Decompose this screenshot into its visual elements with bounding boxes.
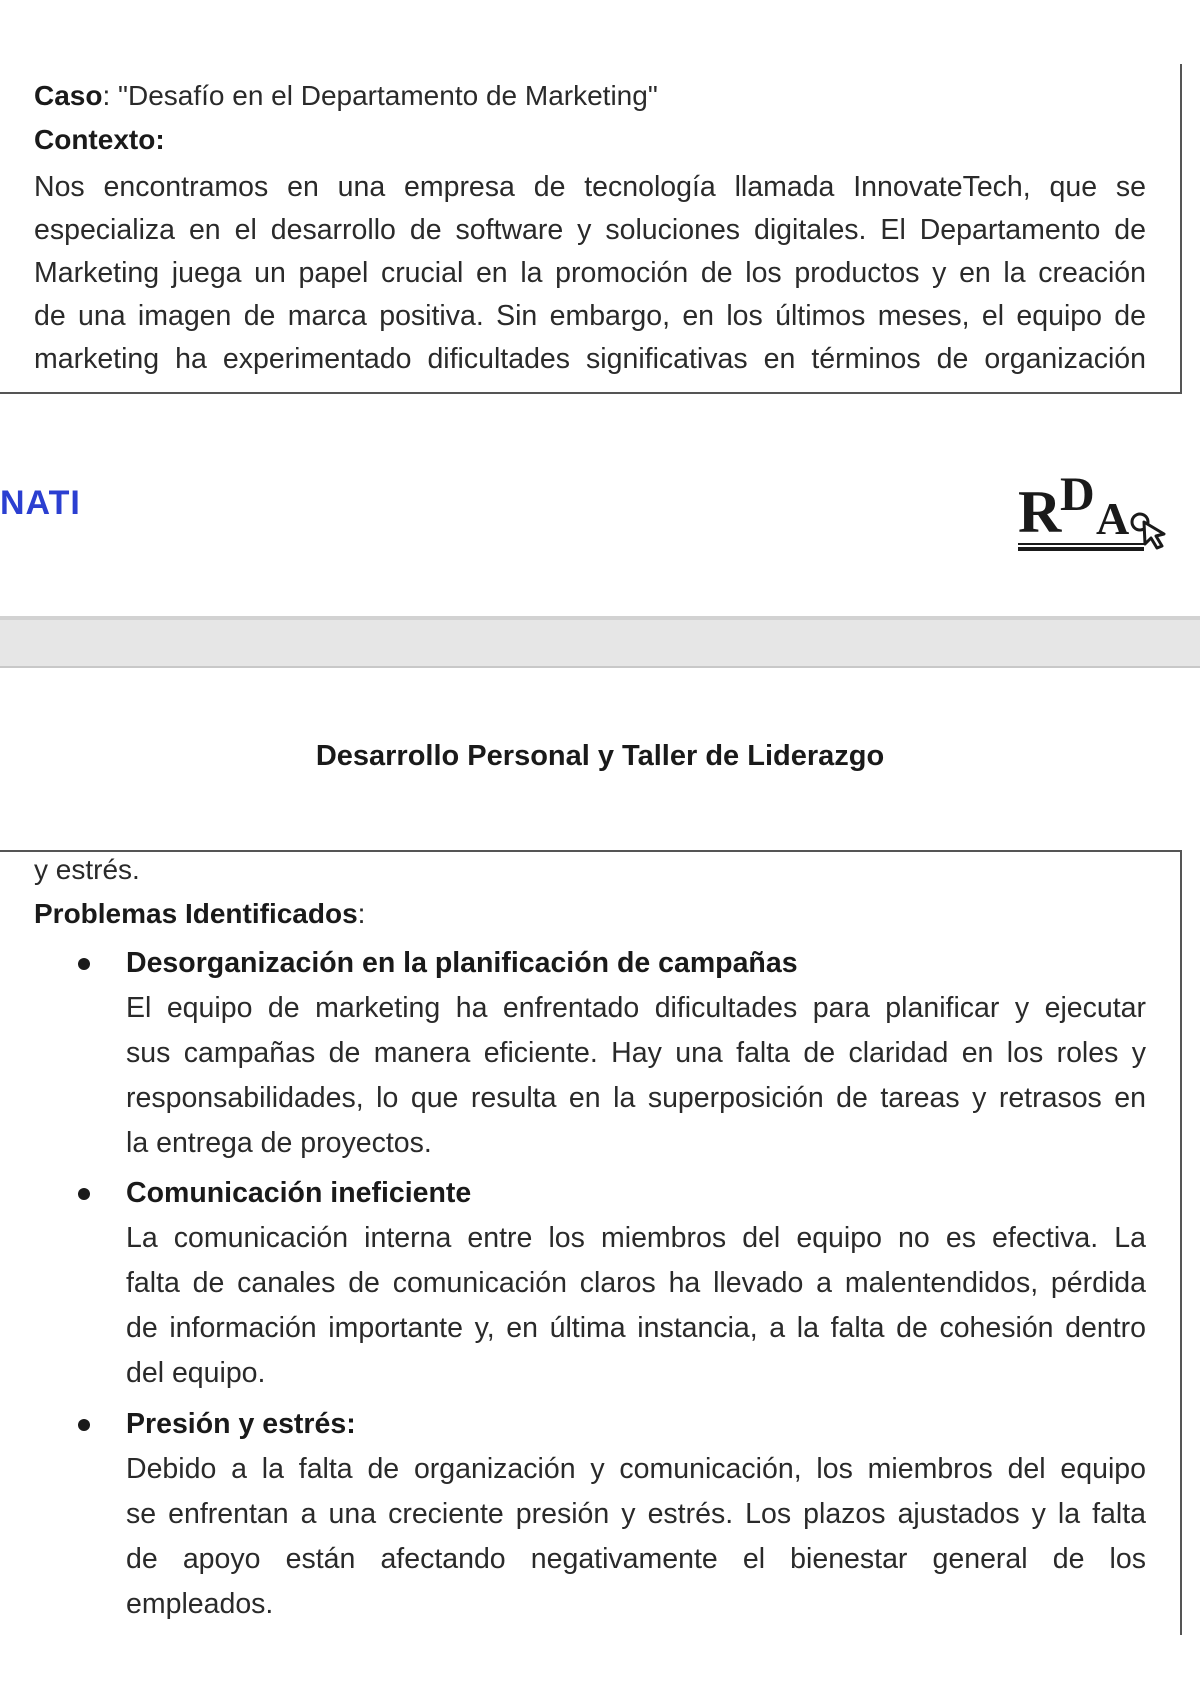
bullet-icon — [78, 1188, 90, 1200]
problem-line: del equipo. — [126, 1357, 266, 1389]
context-label: Contexto: — [34, 124, 165, 155]
course-title: Desarrollo Personal y Taller de Liderazgo — [315, 740, 885, 772]
problem-title: Comunicación ineficiente — [126, 1177, 472, 1209]
problem-line: la entrega de proyectos. — [126, 1127, 432, 1159]
problem-line: falta de canales de comunicación claros ha llevado a malentendidos, pérdida — [126, 1267, 1146, 1299]
problem-line: Debido a la falta de organización y comunicación, los miembros del equipo — [126, 1453, 1146, 1485]
rda-logo — [1012, 466, 1170, 556]
case-label: Caso — [34, 80, 103, 111]
context-line: Nos encontramos en una empresa de tecnología llamada InnovateTech, que se — [34, 171, 1146, 203]
case-title-line — [34, 78, 658, 114]
problem-line: empleados. — [126, 1588, 274, 1620]
svg-text:D: D — [1060, 468, 1095, 521]
problem-title: Desorganización en la planificación de campañas — [126, 947, 798, 979]
institution-brand: NATI — [0, 484, 81, 522]
problem-line: sus campañas de manera eficiente. Hay una falta de claridad en los roles y — [126, 1037, 1146, 1069]
problem-line: responsabilidades, lo que resulta en la superposición de tareas y retrasos en — [126, 1082, 1146, 1114]
continuation-text: y estrés. — [34, 854, 140, 885]
problem-title: Presión y estrés: — [126, 1408, 356, 1440]
problem-line: La comunicación interna entre los miembros del equipo no es efectiva. La — [126, 1222, 1146, 1254]
problems-heading — [34, 896, 365, 932]
problem-line: de información importante y, en última instancia, a la falta de cohesión dentro — [126, 1312, 1146, 1344]
svg-text:A: A — [1096, 493, 1130, 544]
svg-text:R: R — [1018, 479, 1062, 545]
context-line: de una imagen de marca positiva. Sin embargo, en los últimos meses, el equipo de — [34, 300, 1146, 332]
context-line: marketing ha experimentado dificultades significativas en términos de organización — [34, 343, 1146, 375]
problems-colon: : — [357, 898, 366, 929]
problem-line: se enfrentan a una creciente presión y estrés. Los plazos ajustados y la falta — [126, 1498, 1146, 1530]
context-line: especializa en el desarrollo de software y soluciones digitales. El Departamento de — [34, 214, 1146, 246]
problems-label: Problemas Identificados — [34, 898, 358, 929]
problem-line: El equipo de marketing ha enfrentado dificultades para planificar y ejecutar — [126, 992, 1146, 1024]
case-title: : "Desafío en el Departamento de Marketing" — [102, 80, 658, 111]
context-line: Marketing juega un papel crucial en la promoción de los productos y en la creación — [34, 257, 1146, 289]
page-separator-band — [0, 616, 1200, 668]
problem-line: de apoyo están afectando negativamente el bienestar general de los — [126, 1543, 1146, 1575]
bullet-icon — [78, 958, 90, 970]
bullet-icon — [78, 1419, 90, 1431]
